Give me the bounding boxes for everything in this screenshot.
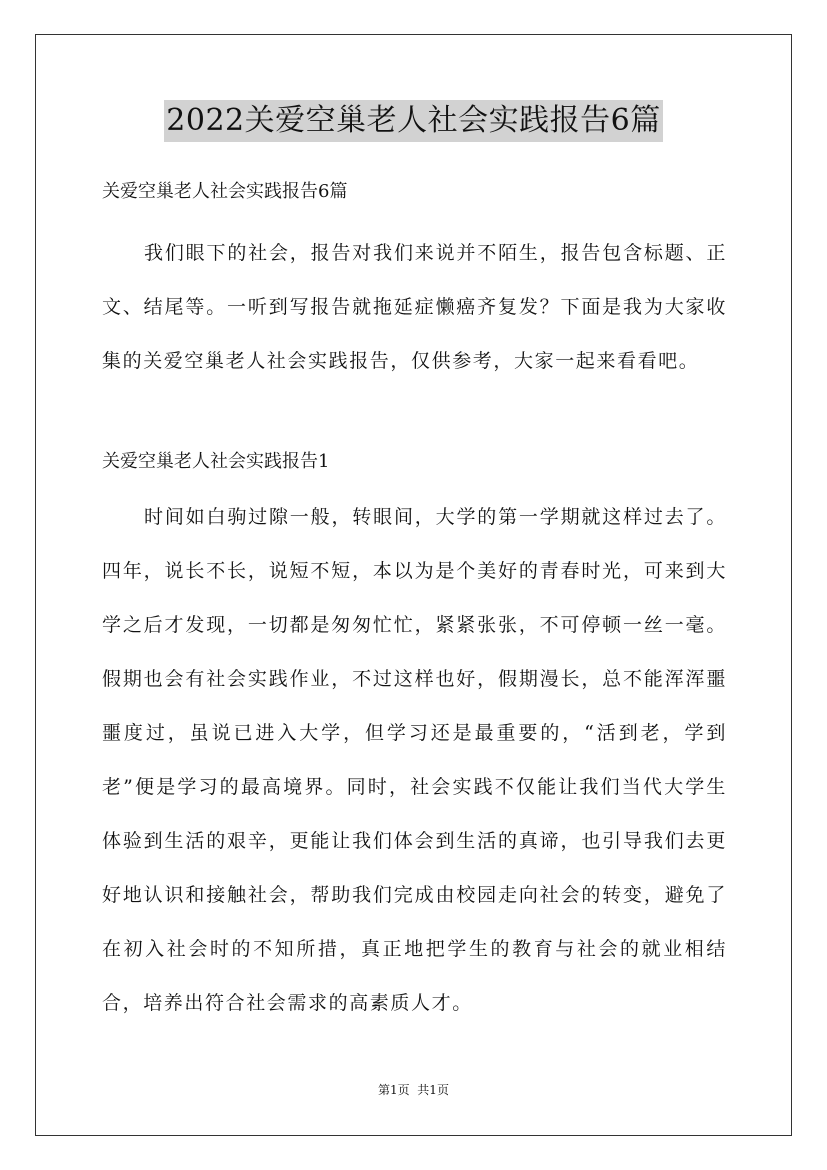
- section-heading: 关爱空巢老人社会实践报告1: [102, 451, 330, 472]
- document-title: 2022关爱空巢老人社会实践报告6篇: [164, 100, 662, 142]
- page-footer: 第1页 共1页: [378, 1083, 449, 1097]
- document-body: [102, 172, 727, 1030]
- title-container: [0, 100, 827, 142]
- section-paragraph: 时间如白驹过隙一般，转眼间，大学的第一学期就这样过去了。四年，说长不长，说短不短，本以为是个美好的青春时光，可来到大学之后才发现，一切都是匆匆忙忙，紧紧张张，不可停顿一丝一毫。假期也会有社会实践作业，不过这样也好，假期漫长，总不能浑浑噩噩度过，虽说已进入大学，但学习还是最重要的，“活到老，学到老”便是学习的最高境界。同时，社会实践不仅能让我们当代大学生体验到生活的艰辛，更能让我们体会到生活的真谛，也引导我们去更好地认识和接触社会，帮助我们完成由校园走向社会的转变，避免了在初入社会时的不知所措，真正地把学生的教育与社会的就业相结合，培养出符合社会需求的高素质人才。: [102, 506, 727, 1014]
- paragraph-spacer: [102, 388, 727, 442]
- intro-paragraph: 我们眼下的社会，报告对我们来说并不陌生，报告包含标题、正文、结尾等。一听到写报告就拖延症懒癌齐复发？下面是我为大家收集的关爱空巢老人社会实践报告，仅供参考，大家一起来看看吧。: [102, 242, 727, 372]
- document-subtitle: 关爱空巢老人社会实践报告6篇: [102, 181, 348, 202]
